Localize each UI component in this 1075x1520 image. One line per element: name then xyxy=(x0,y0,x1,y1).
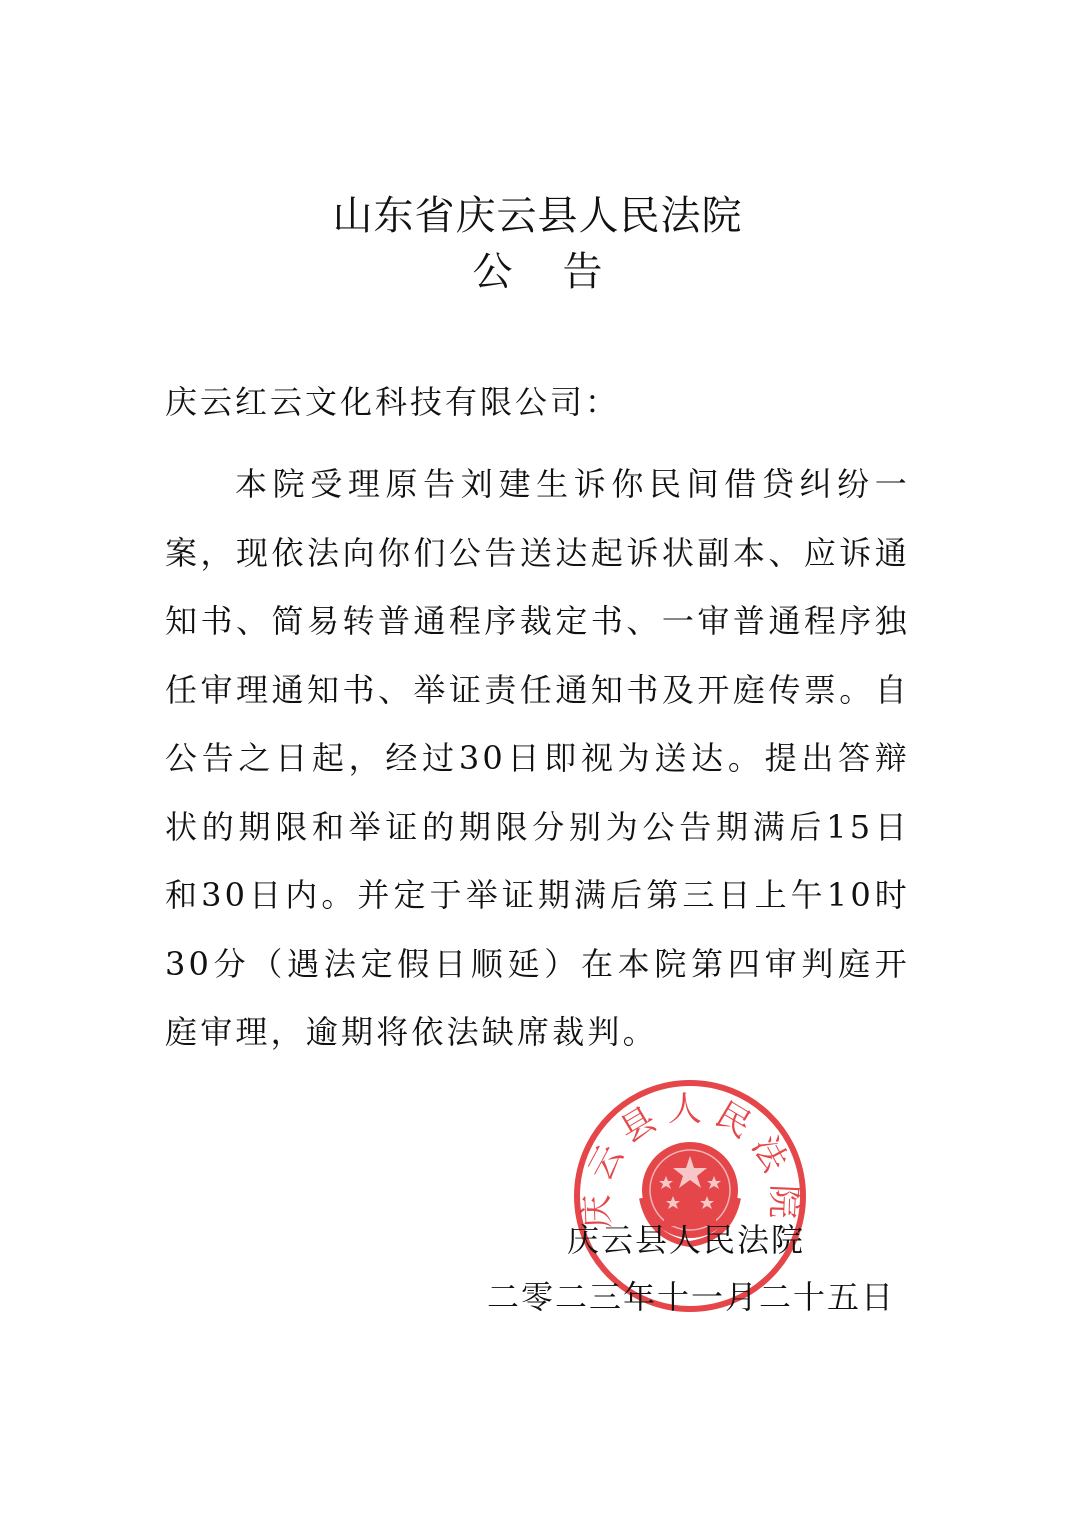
addressee: 庆云红云文化科技有限公司： xyxy=(165,383,621,421)
notice-title: 公告 xyxy=(472,249,653,295)
court-title: 山东省庆云县人民法院 xyxy=(332,193,743,239)
signature-court: 庆云县人民法院 xyxy=(567,1221,806,1259)
signature-date: 二零二三年十一月二十五日 xyxy=(487,1278,896,1316)
seal-text: 庆云县人民法院 xyxy=(576,1089,804,1230)
notice-body: 本院受理原告刘建生诉你民间借贷纠纷一案，现依法向你们公告送达起诉状副本、应诉通知书、简易转普通程序裁定书、一审普通程序独任审理通知书、举证责任通知书及开庭传票。自公告之日起，经过30日即视为送达。提出答辩状的期限和举证的期限分别为公告期满后15日和30日内。并定于举证期满后第三日上午10时30分（遇法定假日顺延）在本院第四审判庭开庭审理，逾期将依法缺席裁判。 xyxy=(165,465,910,1051)
